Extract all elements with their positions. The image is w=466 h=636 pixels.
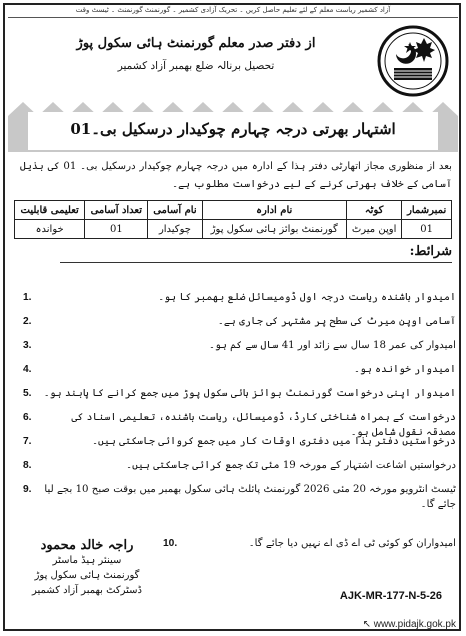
intro-paragraph: بعد از منظوری مجاز اتھارٹی دفتر ہذا کے ادارہ میں درجہ چہارم چوکیدار درسکیل بی۔ 01 کی بذیل آسامی کے خلاف بھرتی کرنے کے لیے درخواست مطلوب ہے۔ — [20, 161, 452, 190]
table-header-row — [15, 201, 452, 220]
signature-block — [22, 538, 152, 598]
table-cell: چوکیدار — [148, 220, 202, 239]
office-location: تحصیل برنالہ ضلع بھمبر آزاد کشمیر — [117, 60, 275, 72]
signatory-school: گورنمنٹ ہائی سکول پوڑ — [34, 570, 140, 581]
posts-table — [14, 200, 452, 239]
condition-number: 9. — [23, 484, 32, 495]
table-cell: گورنمنٹ بوائز ہائی سکول پوڑ — [202, 220, 346, 239]
condition-number: 6. — [23, 412, 32, 423]
table-cell: 01 — [402, 220, 452, 239]
top-strip: آزاد کشمیر ریاست معلم کے لئے تعلیم حاصل کریں ۔ تحریک آزادی کشمیر ۔ گورنمنٹ گورنمنٹ ۔ ٹیسٹ وقت — [8, 3, 458, 18]
signatory-designation: سینئر ہیڈ ماسٹر — [52, 555, 122, 566]
condition-text: درخواستیں اشاعت اشتہار کے مورخہ 19 مئی تک جمع کرائی جاسکتی ہیں۔ — [126, 460, 456, 471]
condition-text: امیدواران کو کوئی ٹی اے ڈی اے نہیں دیا جائے گا۔ — [248, 538, 456, 549]
condition-number: 10. — [163, 538, 178, 549]
table-header: کوٹہ — [346, 201, 401, 220]
condition-number: 7. — [23, 436, 32, 447]
mouse-pointer-icon: ↖ — [362, 619, 371, 630]
list-item — [16, 386, 456, 401]
list-item — [16, 362, 456, 377]
list-item — [156, 536, 456, 551]
conditions-heading: شرائط: — [409, 244, 452, 259]
table-cell: 01 — [85, 220, 148, 239]
signatory-district: ڈسٹرکٹ بھمبر آزاد کشمیر — [31, 585, 143, 596]
list-item — [16, 434, 456, 449]
condition-text: آسامی اوپن میرٹ کی سطح پر مشتہر کی جاری ہے۔ — [217, 316, 456, 327]
condition-text: درخواستیں دفتر ہذا میں دفتری اوقات کار میں جمع کروائی جاسکتی ہیں۔ — [92, 436, 456, 447]
page-title: اشتہار بھرتی درجہ چہارم چوکیدار درسکیل بی۔01 — [70, 120, 396, 138]
office-heading: از دفتر صدر معلم گورنمنٹ ہائی سکول پوڑ — [76, 36, 316, 51]
signatory-name: راجہ خالد محمود — [40, 538, 134, 553]
reference-number: AJK-MR-177-N-5-26 — [339, 590, 442, 602]
condition-number: 1. — [23, 292, 32, 303]
list-item — [16, 458, 456, 473]
condition-number: 8. — [23, 460, 32, 471]
condition-number: 5. — [23, 388, 32, 399]
table-cell: خواندہ — [15, 220, 85, 239]
condition-number: 3. — [23, 340, 32, 351]
condition-text: امیدوار کی عمر 18 سال سے زائد اور 41 سال سے کم ہو۔ — [209, 340, 456, 351]
table-cell: اوپن میرٹ — [346, 220, 401, 239]
table-header: نام ادارہ — [202, 201, 346, 220]
condition-text: ٹیسٹ انٹرویو مورخہ 20 مئی 2026 گورنمنٹ پائلٹ ہائی سکول بھمبر میں بوقت صبح 10 بجے لیا جائے گا۔ — [44, 484, 456, 510]
condition-number: 2. — [23, 316, 32, 327]
condition-text: درخواست کے ہمراہ شناختی کارڈ، ڈومیسائل، ریاست باشندہ، تعلیمی اسناد کی مصدقہ نقول شامل ہو۔ — [71, 412, 456, 438]
table-header: تعلیمی قابلیت — [15, 201, 85, 220]
condition-text: امیدوار باشندہ ریاست درجہ اول ڈومیسائل ضلع بھمبر کا ہو۔ — [158, 292, 456, 303]
list-item — [16, 338, 456, 353]
website-url: www.pidajk.gok.pk — [373, 619, 456, 630]
conditions-divider — [60, 262, 452, 263]
condition-text: امیدوار خواندہ ہو۔ — [354, 364, 456, 375]
table-header: نمبرشمار — [402, 201, 452, 220]
list-item — [16, 482, 456, 512]
ajk-emblem-icon — [376, 24, 450, 98]
table-row — [15, 220, 452, 239]
table-header: نام آسامی — [148, 201, 202, 220]
condition-text: امیدوار اپنی درخواست گورنمنٹ بوائز ہائی سکول پوڑ میں جمع کرانے کا پابند ہو۔ — [43, 388, 456, 399]
list-item — [16, 290, 456, 305]
table-header: تعداد آسامی — [85, 201, 148, 220]
website-footer[interactable] — [363, 619, 456, 630]
condition-number: 4. — [23, 364, 32, 375]
list-item — [16, 314, 456, 329]
